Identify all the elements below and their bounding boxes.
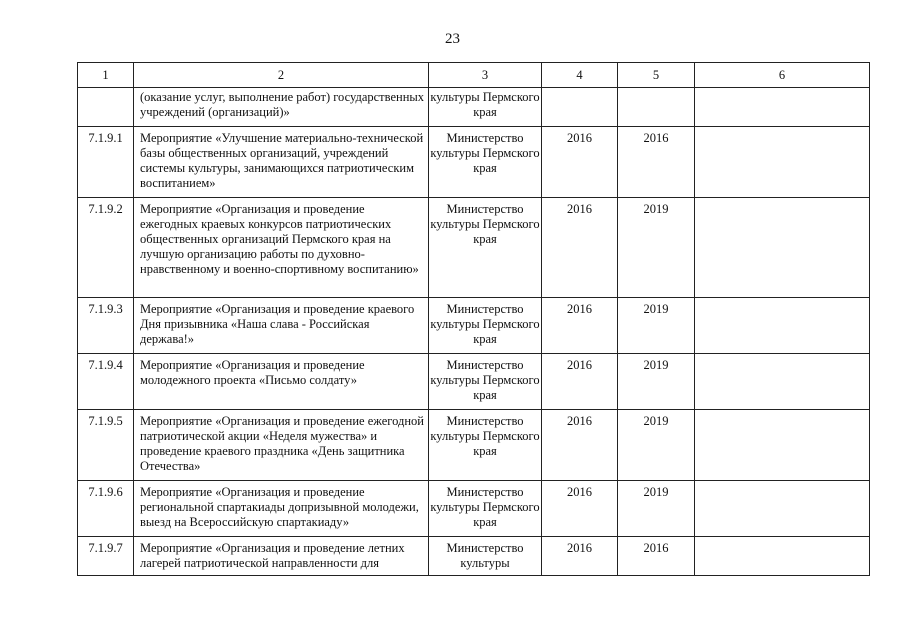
start-year-cell: 2016 bbox=[542, 481, 618, 537]
activity-cell: Мероприятие «Организация и проведение краевого Дня призывника «Наша слава - Российская держава!» bbox=[134, 298, 429, 354]
table-row bbox=[78, 481, 870, 537]
column-header-5: 5 bbox=[618, 63, 695, 88]
note-cell bbox=[695, 481, 870, 537]
end-year-cell: 2019 bbox=[618, 298, 695, 354]
end-year-cell: 2016 bbox=[618, 127, 695, 198]
executor-cell: Министерство культуры Пермского края bbox=[429, 198, 542, 298]
row-number-cell bbox=[78, 88, 134, 127]
start-year-cell: 2016 bbox=[542, 298, 618, 354]
activity-cell: (оказание услуг, выполнение работ) государственных учреждений (организаций)» bbox=[134, 88, 429, 127]
note-cell bbox=[695, 127, 870, 198]
row-number-cell: 7.1.9.7 bbox=[78, 537, 134, 576]
note-cell bbox=[695, 410, 870, 481]
executor-cell: Министерство культуры Пермского края bbox=[429, 127, 542, 198]
end-year-cell: 2019 bbox=[618, 410, 695, 481]
table-row bbox=[78, 127, 870, 198]
executor-cell: культуры Пермского края bbox=[429, 88, 542, 127]
column-header-6: 6 bbox=[695, 63, 870, 88]
column-header-3: 3 bbox=[429, 63, 542, 88]
activity-cell: Мероприятие «Организация и проведение региональной спартакиады допризывной молодежи, выезд на Всероссийскую спартакиаду» bbox=[134, 481, 429, 537]
start-year-cell: 2016 bbox=[542, 537, 618, 576]
note-cell bbox=[695, 198, 870, 298]
executor-cell: Министерство культуры Пермского края bbox=[429, 481, 542, 537]
start-year-cell: 2016 bbox=[542, 198, 618, 298]
note-cell bbox=[695, 354, 870, 410]
start-year-cell: 2016 bbox=[542, 127, 618, 198]
row-number-cell: 7.1.9.6 bbox=[78, 481, 134, 537]
end-year-cell: 2019 bbox=[618, 481, 695, 537]
table-row bbox=[78, 298, 870, 354]
row-number-cell: 7.1.9.4 bbox=[78, 354, 134, 410]
note-cell bbox=[695, 88, 870, 127]
start-year-cell: 2016 bbox=[542, 354, 618, 410]
page-number: 23 bbox=[445, 31, 460, 47]
column-header-2: 2 bbox=[134, 63, 429, 88]
executor-cell: Министерство культуры bbox=[429, 537, 542, 576]
activity-cell: Мероприятие «Улучшение материально-технической базы общественных организаций, учреждений системы культуры, занимающихся патриотическим воспитанием» bbox=[134, 127, 429, 198]
activities-table bbox=[77, 62, 870, 576]
activity-cell: Мероприятие «Организация и проведение ежегодной патриотической акции «Неделя мужества» и проведение краевого праздника «День защитника Отечества» bbox=[134, 410, 429, 481]
table-row bbox=[78, 88, 870, 127]
executor-cell: Министерство культуры Пермского края bbox=[429, 298, 542, 354]
start-year-cell: 2016 bbox=[542, 410, 618, 481]
end-year-cell: 2019 bbox=[618, 198, 695, 298]
note-cell bbox=[695, 298, 870, 354]
end-year-cell: 2019 bbox=[618, 354, 695, 410]
activity-cell: Мероприятие «Организация и проведение молодежного проекта «Письмо солдату» bbox=[134, 354, 429, 410]
row-number-cell: 7.1.9.1 bbox=[78, 127, 134, 198]
table-row bbox=[78, 537, 870, 576]
executor-cell: Министерство культуры Пермского края bbox=[429, 410, 542, 481]
activity-cell: Мероприятие «Организация и проведение ежегодных краевых конкурсов патриотических общественных организаций Пермского края на лучшую организацию работы по духовно-нравственному и военно-спортивному воспитанию» bbox=[134, 198, 429, 298]
table-row bbox=[78, 354, 870, 410]
table-header-row bbox=[78, 63, 870, 88]
row-number-cell: 7.1.9.5 bbox=[78, 410, 134, 481]
column-header-4: 4 bbox=[542, 63, 618, 88]
row-number-cell: 7.1.9.3 bbox=[78, 298, 134, 354]
executor-cell: Министерство культуры Пермского края bbox=[429, 354, 542, 410]
note-cell bbox=[695, 537, 870, 576]
end-year-cell: 2016 bbox=[618, 537, 695, 576]
table-row bbox=[78, 198, 870, 298]
start-year-cell bbox=[542, 88, 618, 127]
row-number-cell: 7.1.9.2 bbox=[78, 198, 134, 298]
column-header-1: 1 bbox=[78, 63, 134, 88]
table-row bbox=[78, 410, 870, 481]
activity-cell: Мероприятие «Организация и проведение летних лагерей патриотической направленности для bbox=[134, 537, 429, 576]
end-year-cell bbox=[618, 88, 695, 127]
